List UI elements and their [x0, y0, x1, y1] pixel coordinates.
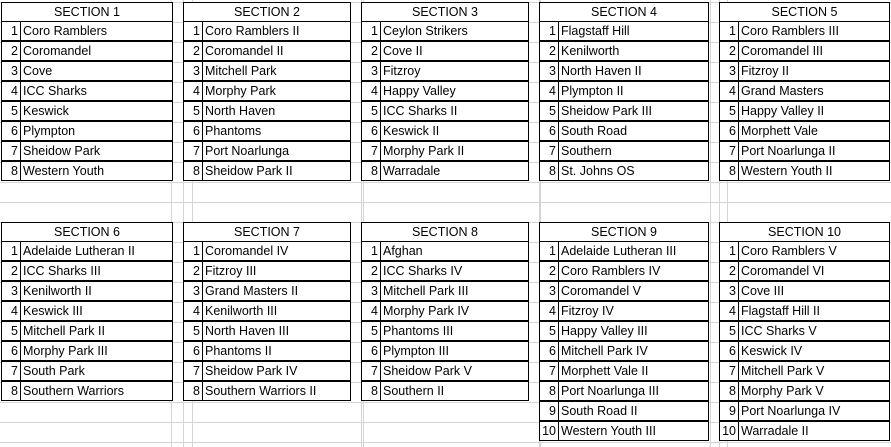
table-row [183, 121, 351, 141]
cell-number[interactable]: 6 [719, 121, 738, 141]
cell-team-name[interactable]: Plympton II [558, 81, 709, 101]
cell-number[interactable]: 3 [183, 61, 202, 81]
table-row [1, 121, 173, 141]
section-header[interactable]: SECTION 3 [361, 2, 529, 21]
table-row [183, 261, 351, 281]
cell-team-name[interactable]: Morphett Vale [738, 121, 890, 141]
cell-team-name[interactable]: Adelaide Lutheran II [20, 241, 173, 261]
cell-number[interactable]: 6 [719, 341, 738, 361]
cell-team-name[interactable]: Kenilworth III [202, 301, 351, 321]
cell-team-name[interactable]: Coromandel V [558, 281, 709, 301]
section-header[interactable]: SECTION 9 [539, 222, 709, 241]
table-row [183, 101, 351, 121]
cell-team-name[interactable]: South Park [20, 361, 173, 381]
cell-team-name[interactable]: Coromandel II [202, 41, 351, 61]
table-row [361, 301, 529, 321]
table-row [719, 61, 890, 81]
table-row [361, 81, 529, 101]
table-row [719, 281, 890, 301]
cell-team-name[interactable]: Coromandel III [738, 41, 890, 61]
cell-number[interactable]: 5 [1, 101, 20, 121]
table-row [183, 281, 351, 301]
table-row [719, 321, 890, 341]
cell-team-name[interactable]: North Haven III [202, 321, 351, 341]
section-2-table [183, 2, 351, 182]
cell-number[interactable]: 3 [1, 281, 20, 301]
table-row [183, 361, 351, 381]
cell-team-name[interactable]: Sheidow Park III [558, 101, 709, 121]
table-row [719, 21, 890, 41]
table-row [1, 341, 173, 361]
table-row [1, 41, 173, 61]
table-row [361, 341, 529, 361]
cell-number[interactable]: 5 [719, 321, 738, 341]
table-row [539, 61, 709, 81]
table-row [361, 41, 529, 61]
table-row [719, 401, 890, 421]
cell-team-name[interactable]: Mitchell Park [202, 61, 351, 81]
cell-team-name[interactable]: Western Youth III [558, 421, 709, 441]
table-row [183, 141, 351, 161]
cell-number[interactable]: 1 [361, 241, 380, 261]
cell-number[interactable]: 5 [1, 321, 20, 341]
cell-number[interactable]: 8 [183, 381, 202, 401]
cell-team-name[interactable]: Phantoms II [202, 341, 351, 361]
gridline [0, 442, 891, 443]
cell-team-name[interactable]: Fitzroy III [202, 261, 351, 281]
table-row [1, 161, 173, 181]
table-row [539, 41, 709, 61]
cell-team-name[interactable]: Keswick II [380, 121, 529, 141]
table-row [539, 141, 709, 161]
cell-team-name[interactable]: Coromandel IV [202, 241, 351, 261]
cell-team-name[interactable]: Southern II [380, 381, 529, 401]
cell-team-name[interactable]: Sheidow Park IV [202, 361, 351, 381]
table-row [361, 241, 529, 261]
table-row [719, 121, 890, 141]
cell-team-name[interactable]: ICC Sharks IV [380, 261, 529, 281]
table-row [361, 141, 529, 161]
table-row [361, 321, 529, 341]
table-row [361, 381, 529, 401]
cell-number[interactable]: 4 [361, 81, 380, 101]
section-5-table [719, 2, 890, 182]
cell-team-name[interactable]: South Road II [558, 401, 709, 421]
cell-team-name[interactable]: Western Youth II [738, 161, 890, 181]
cell-number[interactable]: 8 [361, 381, 380, 401]
cell-team-name[interactable]: Morphy Park V [738, 381, 890, 401]
table-row [183, 41, 351, 61]
cell-team-name[interactable]: North Haven II [558, 61, 709, 81]
table-row [719, 241, 890, 261]
table-row [539, 81, 709, 101]
cell-team-name[interactable]: Phantoms [202, 121, 351, 141]
cell-team-name[interactable]: Coro Ramblers III [738, 21, 890, 41]
cell-team-name[interactable]: Grand Masters II [202, 281, 351, 301]
cell-team-name[interactable]: Port Noarlunga IV [738, 401, 890, 421]
cell-team-name[interactable]: South Road [558, 121, 709, 141]
cell-team-name[interactable]: ICC Sharks III [20, 261, 173, 281]
table-row [1, 281, 173, 301]
table-row [361, 161, 529, 181]
cell-number[interactable]: 9 [719, 401, 738, 421]
cell-number[interactable]: 7 [719, 361, 738, 381]
table-row [361, 61, 529, 81]
table-row [183, 321, 351, 341]
table-row [361, 281, 529, 301]
cell-number[interactable]: 3 [719, 61, 738, 81]
cell-team-name[interactable]: Morphy Park IV [380, 301, 529, 321]
cell-number[interactable]: 6 [183, 121, 202, 141]
cell-team-name[interactable]: Coromandel VI [738, 261, 890, 281]
cell-number[interactable]: 1 [1, 241, 20, 261]
cell-team-name[interactable]: ICC Sharks II [380, 101, 529, 121]
table-row [183, 381, 351, 401]
cell-team-name[interactable]: Afghan [380, 241, 529, 261]
table-row [183, 81, 351, 101]
table-row [183, 61, 351, 81]
cell-number[interactable]: 9 [539, 401, 558, 421]
cell-team-name[interactable]: Plympton III [380, 341, 529, 361]
cell-team-name[interactable]: Fitzroy IV [558, 301, 709, 321]
cell-team-name[interactable]: St. Johns OS [558, 161, 709, 181]
cell-number[interactable]: 6 [1, 341, 20, 361]
cell-number[interactable]: 1 [719, 21, 738, 41]
cell-number[interactable]: 4 [183, 301, 202, 321]
table-row [1, 301, 173, 321]
cell-number[interactable]: 5 [361, 321, 380, 341]
section-3-table [361, 2, 529, 182]
table-row [183, 301, 351, 321]
cell-team-name[interactable]: Grand Masters [738, 81, 890, 101]
table-row [183, 241, 351, 261]
cell-team-name[interactable]: Warradale II [738, 421, 890, 441]
table-row [1, 21, 173, 41]
cell-team-name[interactable]: Sheidow Park V [380, 361, 529, 381]
cell-number[interactable]: 5 [361, 101, 380, 121]
cell-number[interactable]: 3 [361, 281, 380, 301]
cell-number[interactable]: 8 [719, 161, 738, 181]
cell-team-name[interactable]: Happy Valley III [558, 321, 709, 341]
cell-team-name[interactable]: Mitchell Park V [738, 361, 890, 381]
cell-number[interactable]: 5 [539, 101, 558, 121]
table-row [1, 141, 173, 161]
cell-number[interactable]: 7 [183, 141, 202, 161]
cell-team-name[interactable]: Western Youth [20, 161, 173, 181]
cell-team-name[interactable]: Morphett Vale II [558, 361, 709, 381]
table-row [1, 321, 173, 341]
cell-number[interactable]: 1 [539, 21, 558, 41]
cell-team-name[interactable]: Morphy Park [202, 81, 351, 101]
cell-team-name[interactable]: Keswick [20, 101, 173, 121]
cell-team-name[interactable]: Southern Warriors [20, 381, 173, 401]
cell-number[interactable]: 4 [1, 301, 20, 321]
table-row [361, 261, 529, 281]
table-row [539, 161, 709, 181]
cell-team-name[interactable]: Flagstaff Hill [558, 21, 709, 41]
table-row [539, 121, 709, 141]
table-row [539, 321, 709, 341]
cell-team-name[interactable]: Phantoms III [380, 321, 529, 341]
cell-number[interactable]: 3 [1, 61, 20, 81]
table-row [361, 121, 529, 141]
cell-team-name[interactable]: Mitchell Park III [380, 281, 529, 301]
cell-number[interactable]: 2 [719, 41, 738, 61]
cell-number[interactable]: 2 [1, 261, 20, 281]
cell-number[interactable]: 2 [361, 261, 380, 281]
table-row [539, 301, 709, 321]
cell-team-name[interactable]: Mitchell Park II [20, 321, 173, 341]
cell-number[interactable]: 7 [361, 141, 380, 161]
cell-team-name[interactable]: Port Noarlunga III [558, 381, 709, 401]
table-row [539, 341, 709, 361]
section-6-table [1, 222, 173, 402]
table-row [719, 341, 890, 361]
cell-number[interactable]: 3 [361, 61, 380, 81]
section-header[interactable]: SECTION 6 [1, 222, 173, 241]
table-row [183, 341, 351, 361]
table-row [1, 361, 173, 381]
table-row [1, 381, 173, 401]
cell-number[interactable]: 4 [719, 301, 738, 321]
cell-number[interactable]: 4 [183, 81, 202, 101]
cell-number[interactable]: 5 [539, 321, 558, 341]
cell-number[interactable]: 8 [539, 161, 558, 181]
cell-team-name[interactable]: Coro Ramblers IV [558, 261, 709, 281]
table-row [1, 101, 173, 121]
table-row [719, 41, 890, 61]
section-header[interactable]: SECTION 4 [539, 2, 709, 21]
section-header[interactable]: SECTION 10 [719, 222, 890, 241]
cell-team-name[interactable]: Happy Valley II [738, 101, 890, 121]
cell-team-name[interactable]: Cove II [380, 41, 529, 61]
cell-number[interactable]: 4 [361, 301, 380, 321]
section-header[interactable]: SECTION 7 [183, 222, 351, 241]
cell-number[interactable]: 2 [539, 41, 558, 61]
table-row [539, 281, 709, 301]
cell-team-name[interactable]: Cove III [738, 281, 890, 301]
table-row [539, 381, 709, 401]
cell-number[interactable]: 4 [1, 81, 20, 101]
cell-team-name[interactable]: Flagstaff Hill II [738, 301, 890, 321]
cell-number[interactable]: 10 [539, 421, 558, 441]
cell-team-name[interactable]: Coromandel [20, 41, 173, 61]
cell-team-name[interactable]: Adelaide Lutheran III [558, 241, 709, 261]
cell-team-name[interactable]: Ceylon Strikers [380, 21, 529, 41]
cell-team-name[interactable]: Warradale [380, 161, 529, 181]
cell-team-name[interactable]: Coro Ramblers [20, 21, 173, 41]
cell-number[interactable]: 8 [539, 381, 558, 401]
table-row [539, 261, 709, 281]
cell-number[interactable]: 5 [719, 101, 738, 121]
cell-team-name[interactable]: Kenilworth II [20, 281, 173, 301]
cell-number[interactable]: 7 [361, 361, 380, 381]
cell-team-name[interactable]: Southern [558, 141, 709, 161]
section-10-table [719, 222, 890, 442]
table-row [361, 21, 529, 41]
section-8-table [361, 222, 529, 402]
section-header[interactable]: SECTION 2 [183, 2, 351, 21]
cell-number[interactable]: 6 [361, 121, 380, 141]
cell-team-name[interactable]: Morphy Park II [380, 141, 529, 161]
cell-team-name[interactable]: Happy Valley [380, 81, 529, 101]
cell-number[interactable]: 2 [719, 261, 738, 281]
cell-number[interactable]: 5 [183, 101, 202, 121]
table-row [719, 381, 890, 401]
cell-number[interactable]: 6 [539, 121, 558, 141]
cell-team-name[interactable]: Coro Ramblers II [202, 21, 351, 41]
table-row [719, 421, 890, 441]
table-row [539, 241, 709, 261]
cell-number[interactable]: 6 [539, 341, 558, 361]
cell-number[interactable]: 3 [183, 281, 202, 301]
table-row [719, 141, 890, 161]
cell-team-name[interactable]: Cove [20, 61, 173, 81]
cell-number[interactable]: 7 [1, 361, 20, 381]
section-header[interactable]: SECTION 8 [361, 222, 529, 241]
cell-number[interactable]: 1 [1, 21, 20, 41]
cell-number[interactable]: 1 [539, 241, 558, 261]
cell-team-name[interactable]: Fitzroy [380, 61, 529, 81]
cell-number[interactable]: 4 [539, 301, 558, 321]
cell-number[interactable]: 4 [719, 81, 738, 101]
cell-number[interactable]: 2 [361, 41, 380, 61]
cell-number[interactable]: 8 [1, 161, 20, 181]
cell-team-name[interactable]: Sheidow Park II [202, 161, 351, 181]
cell-team-name[interactable]: Kenilworth [558, 41, 709, 61]
cell-number[interactable]: 7 [183, 361, 202, 381]
cell-number[interactable]: 7 [1, 141, 20, 161]
cell-number[interactable]: 8 [719, 381, 738, 401]
cell-team-name[interactable]: Port Noarlunga II [738, 141, 890, 161]
cell-team-name[interactable]: Mitchell Park IV [558, 341, 709, 361]
cell-number[interactable]: 3 [539, 61, 558, 81]
cell-team-name[interactable]: Keswick III [20, 301, 173, 321]
section-header[interactable]: SECTION 1 [1, 2, 173, 21]
cell-number[interactable]: 8 [183, 161, 202, 181]
section-1-table [1, 2, 173, 182]
cell-number[interactable]: 6 [1, 121, 20, 141]
table-row [183, 161, 351, 181]
table-row [183, 21, 351, 41]
table-row [539, 361, 709, 381]
cell-number[interactable]: 7 [539, 141, 558, 161]
table-row [1, 261, 173, 281]
cell-number[interactable]: 6 [183, 341, 202, 361]
table-row [539, 101, 709, 121]
cell-number[interactable]: 1 [183, 241, 202, 261]
cell-number[interactable]: 3 [539, 281, 558, 301]
cell-number[interactable]: 1 [361, 21, 380, 41]
table-row [539, 21, 709, 41]
section-7-table [183, 222, 351, 402]
section-4-table [539, 2, 709, 182]
table-row [719, 361, 890, 381]
table-row [719, 81, 890, 101]
table-row [1, 241, 173, 261]
cell-number[interactable]: 2 [183, 261, 202, 281]
table-row [361, 101, 529, 121]
cell-team-name[interactable]: Fitzroy II [738, 61, 890, 81]
cell-team-name[interactable]: ICC Sharks V [738, 321, 890, 341]
cell-number[interactable]: 5 [183, 321, 202, 341]
table-row [719, 101, 890, 121]
cell-team-name[interactable]: North Haven [202, 101, 351, 121]
cell-number[interactable]: 2 [183, 41, 202, 61]
gridline [0, 182, 891, 183]
cell-number[interactable]: 1 [719, 241, 738, 261]
cell-number[interactable]: 3 [719, 281, 738, 301]
section-header[interactable]: SECTION 5 [719, 2, 890, 21]
cell-team-name[interactable]: Coro Ramblers V [738, 241, 890, 261]
table-row [719, 301, 890, 321]
gridline [0, 202, 891, 203]
table-row [719, 161, 890, 181]
cell-number[interactable]: 2 [1, 41, 20, 61]
cell-number[interactable]: 2 [539, 261, 558, 281]
cell-team-name[interactable]: Morphy Park III [20, 341, 173, 361]
table-row [539, 421, 709, 441]
section-9-table [539, 222, 709, 442]
cell-number[interactable]: 8 [361, 161, 380, 181]
table-row [539, 401, 709, 421]
table-row [719, 261, 890, 281]
cell-number[interactable]: 6 [361, 341, 380, 361]
cell-team-name[interactable]: Port Noarlunga [202, 141, 351, 161]
table-row [1, 61, 173, 81]
cell-team-name[interactable]: Southern Warriors II [202, 381, 351, 401]
cell-number[interactable]: 8 [1, 381, 20, 401]
table-row [1, 81, 173, 101]
cell-number[interactable]: 7 [539, 361, 558, 381]
gridline [710, 0, 711, 447]
cell-number[interactable]: 4 [539, 81, 558, 101]
cell-team-name[interactable]: Keswick IV [738, 341, 890, 361]
cell-team-name[interactable]: Plympton [20, 121, 173, 141]
cell-number[interactable]: 1 [183, 21, 202, 41]
cell-team-name[interactable]: Sheidow Park [20, 141, 173, 161]
table-row [361, 361, 529, 381]
cell-team-name[interactable]: ICC Sharks [20, 81, 173, 101]
cell-number[interactable]: 7 [719, 141, 738, 161]
cell-number[interactable]: 10 [719, 421, 738, 441]
